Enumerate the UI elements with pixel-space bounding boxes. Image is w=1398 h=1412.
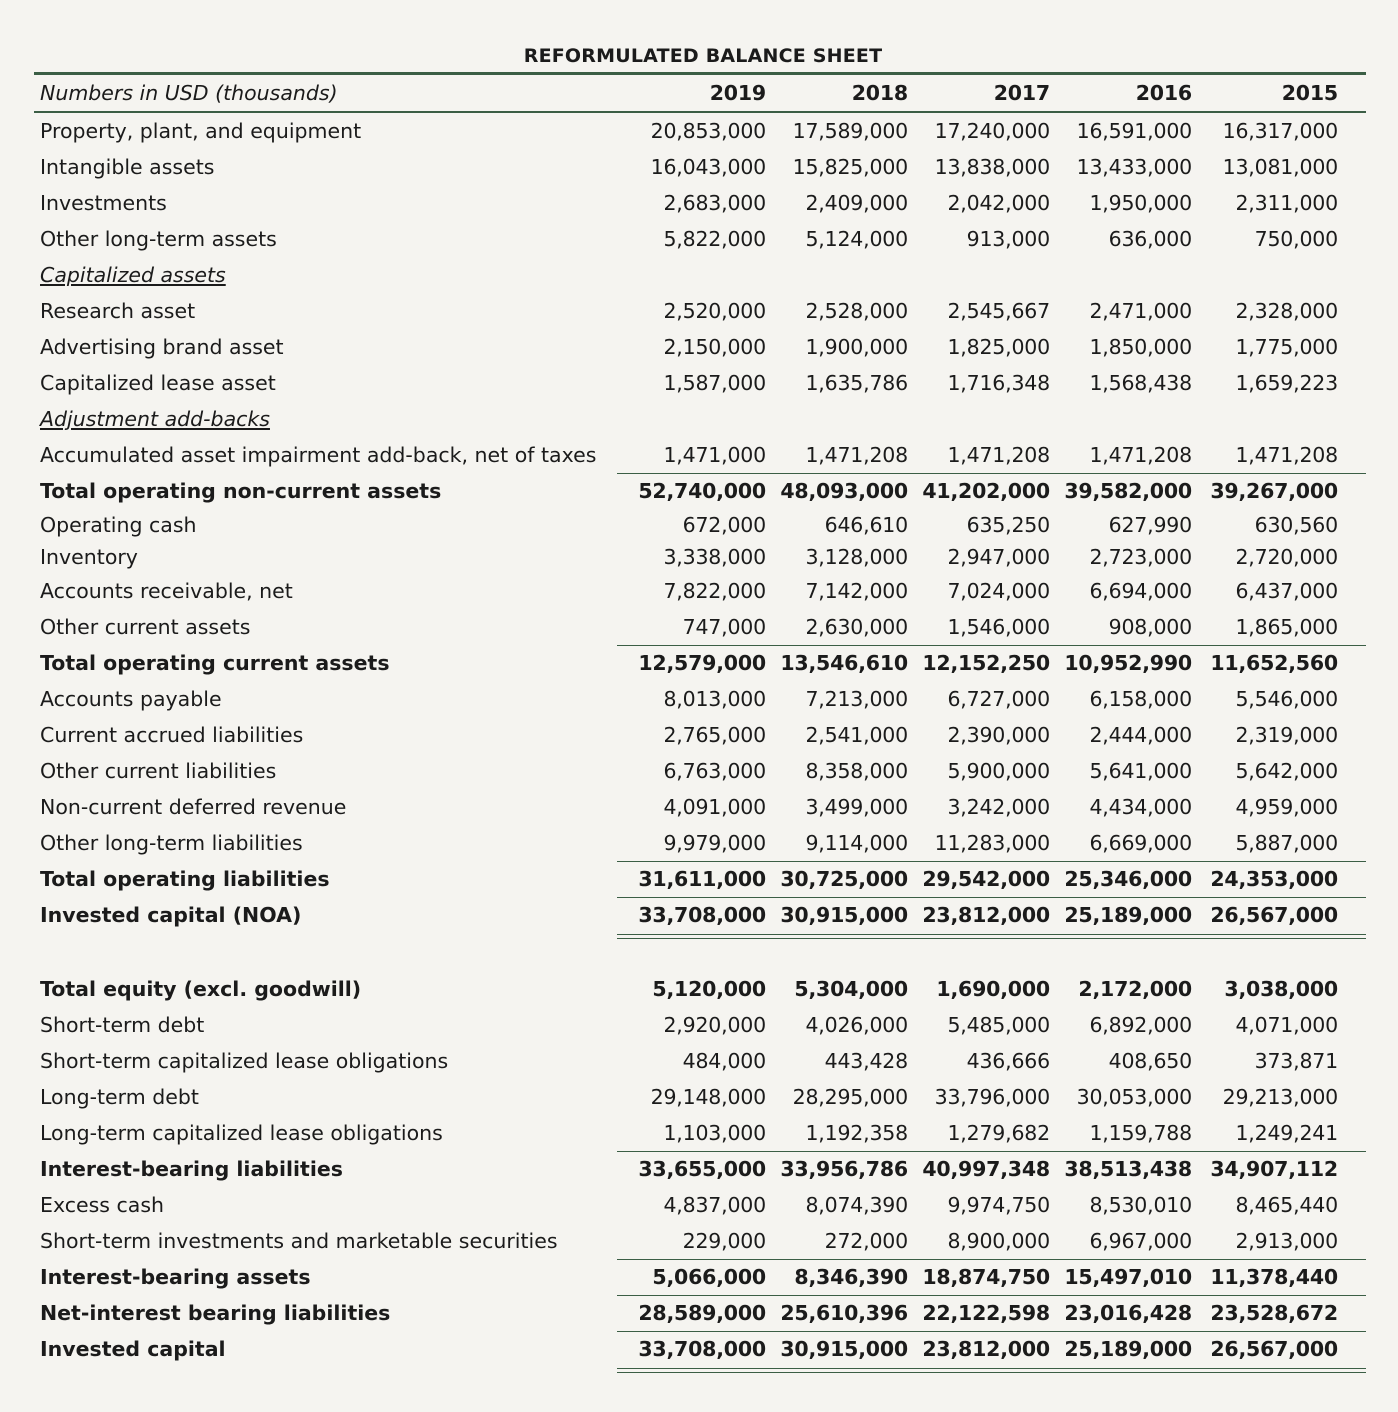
- value-cell: 25,189,000: [1064, 903, 1192, 927]
- value-cell: 2,920,000: [663, 1013, 766, 1037]
- value-cell: 15,497,010: [1064, 1265, 1192, 1289]
- section-heading: Adjustment add-backs: [40, 407, 270, 431]
- value-cell: 2,444,000: [1089, 723, 1192, 747]
- value-cell: 4,071,000: [1235, 1013, 1338, 1037]
- value-cell: 1,249,241: [1235, 1121, 1338, 1145]
- value-cell: 16,317,000: [1222, 119, 1338, 143]
- table-row: [34, 609, 1366, 645]
- value-cell: 908,000: [1108, 615, 1192, 639]
- value-cell: 6,437,000: [1235, 579, 1338, 603]
- value-cell: 3,038,000: [1224, 977, 1338, 1001]
- row-label: Other current liabilities: [40, 759, 277, 783]
- table-row: [34, 1187, 1366, 1223]
- value-cell: 2,765,000: [663, 723, 766, 747]
- row-label: Total equity (excl. goodwill): [40, 977, 362, 1001]
- section-heading: Capitalized assets: [40, 263, 226, 287]
- value-cell: 5,822,000: [663, 227, 766, 251]
- value-cell: 4,091,000: [663, 795, 766, 819]
- value-cell: 33,956,786: [780, 1157, 908, 1181]
- row-label: Total operating non-current assets: [40, 479, 442, 503]
- table-row: [34, 541, 1366, 573]
- value-cell: 5,546,000: [1235, 687, 1338, 711]
- value-cell: 8,358,000: [805, 759, 908, 783]
- value-cell: 25,346,000: [1064, 867, 1192, 891]
- value-cell: 1,865,000: [1235, 615, 1338, 639]
- row-label: Accounts receivable, net: [40, 579, 293, 603]
- value-cell: 2,409,000: [805, 191, 908, 215]
- value-cell: 39,582,000: [1064, 479, 1192, 503]
- value-cell: 2,311,000: [1235, 191, 1338, 215]
- table-row: [34, 681, 1366, 717]
- value-cell: 33,708,000: [638, 1337, 766, 1361]
- value-cell: 1,716,348: [947, 371, 1050, 395]
- value-cell: 1,635,786: [805, 371, 908, 395]
- value-cell: 627,990: [1108, 513, 1192, 537]
- total-row: [34, 1151, 1366, 1187]
- value-cell: 34,907,112: [1210, 1157, 1338, 1181]
- value-cell: 10,952,990: [1064, 651, 1192, 675]
- value-cell: 2,471,000: [1089, 299, 1192, 323]
- value-cell: 8,346,390: [794, 1265, 908, 1289]
- value-cell: 913,000: [966, 227, 1050, 251]
- table-row: [34, 329, 1366, 365]
- value-cell: 1,159,788: [1089, 1121, 1192, 1145]
- value-cell: 30,725,000: [780, 867, 908, 891]
- value-cell: 2,390,000: [947, 723, 1050, 747]
- value-cell: 2,328,000: [1235, 299, 1338, 323]
- value-cell: 7,024,000: [947, 579, 1050, 603]
- year-header: 2019: [709, 81, 766, 105]
- value-cell: 1,825,000: [947, 335, 1050, 359]
- value-cell: 4,959,000: [1235, 795, 1338, 819]
- value-cell: 3,338,000: [663, 545, 766, 569]
- row-label: Net-interest bearing liabilities: [40, 1301, 391, 1325]
- table-row: [34, 509, 1366, 541]
- value-cell: 7,142,000: [805, 579, 908, 603]
- value-cell: 636,000: [1108, 227, 1192, 251]
- row-label: Non-current deferred revenue: [40, 795, 347, 819]
- section-heading-row: [34, 257, 1366, 293]
- row-label: Other long-term liabilities: [40, 831, 303, 855]
- value-cell: 12,579,000: [638, 651, 766, 675]
- value-cell: 39,267,000: [1210, 479, 1338, 503]
- table-body: [34, 113, 1366, 1367]
- value-cell: 20,853,000: [650, 119, 766, 143]
- row-label: Total operating liabilities: [40, 867, 330, 891]
- value-cell: 9,974,750: [947, 1193, 1050, 1217]
- value-cell: 8,465,440: [1235, 1193, 1338, 1217]
- table-row: [34, 717, 1366, 753]
- value-cell: 28,589,000: [638, 1301, 766, 1325]
- value-cell: 7,822,000: [663, 579, 766, 603]
- value-cell: 2,913,000: [1235, 1229, 1338, 1253]
- value-cell: 4,837,000: [663, 1193, 766, 1217]
- value-cell: 5,642,000: [1235, 759, 1338, 783]
- year-header: 2018: [851, 81, 908, 105]
- value-cell: 373,871: [1254, 1049, 1338, 1073]
- table-title: REFORMULATED BALANCE SHEET: [523, 45, 883, 67]
- value-cell: 38,513,438: [1064, 1157, 1192, 1181]
- row-label: Current accrued liabilities: [40, 723, 304, 747]
- value-cell: 5,304,000: [794, 977, 908, 1001]
- table-row: [34, 573, 1366, 609]
- value-cell: 6,892,000: [1089, 1013, 1192, 1037]
- value-cell: 8,074,390: [805, 1193, 908, 1217]
- value-cell: 1,775,000: [1235, 335, 1338, 359]
- value-cell: 23,812,000: [922, 903, 1050, 927]
- row-label: Property, plant, and equipment: [40, 119, 362, 143]
- value-cell: 484,000: [682, 1049, 766, 1073]
- value-cell: 13,838,000: [934, 155, 1050, 179]
- value-cell: 750,000: [1254, 227, 1338, 251]
- value-cell: 29,542,000: [922, 867, 1050, 891]
- value-cell: 30,915,000: [780, 1337, 908, 1361]
- value-cell: 635,250: [966, 513, 1050, 537]
- value-cell: 1,546,000: [947, 615, 1050, 639]
- value-cell: 2,042,000: [947, 191, 1050, 215]
- value-cell: 24,353,000: [1210, 867, 1338, 891]
- value-cell: 3,242,000: [947, 795, 1050, 819]
- value-cell: 52,740,000: [638, 479, 766, 503]
- value-cell: 13,433,000: [1076, 155, 1192, 179]
- row-label: Invested capital (NOA): [40, 903, 302, 927]
- value-cell: 17,240,000: [934, 119, 1050, 143]
- value-cell: 1,900,000: [805, 335, 908, 359]
- row-label: Total operating current assets: [40, 651, 390, 675]
- value-cell: 40,997,348: [922, 1157, 1050, 1181]
- row-label: Invested capital: [40, 1337, 226, 1361]
- table-row: [34, 1115, 1366, 1151]
- row-label: Accumulated asset impairment add-back, net of taxes: [40, 443, 597, 467]
- value-cell: 6,967,000: [1089, 1229, 1192, 1253]
- value-cell: 41,202,000: [922, 479, 1050, 503]
- table-row: [34, 185, 1366, 221]
- total-row: [34, 1259, 1366, 1295]
- value-cell: 26,567,000: [1210, 903, 1338, 927]
- value-cell: 2,545,667: [947, 299, 1050, 323]
- value-cell: 6,669,000: [1089, 831, 1192, 855]
- row-label: Short-term debt: [40, 1013, 205, 1037]
- value-cell: 28,295,000: [792, 1085, 908, 1109]
- total-row: [34, 1295, 1366, 1331]
- value-cell: 5,120,000: [652, 977, 766, 1001]
- value-cell: 25,610,396: [780, 1301, 908, 1325]
- row-label: Other current assets: [40, 615, 251, 639]
- table-row: [34, 113, 1366, 149]
- value-cell: 17,589,000: [792, 119, 908, 143]
- value-cell: 1,690,000: [936, 977, 1050, 1001]
- value-cell: 2,720,000: [1235, 545, 1338, 569]
- row-label: Interest-bearing liabilities: [40, 1157, 343, 1181]
- value-cell: 6,694,000: [1089, 579, 1192, 603]
- row-label: Capitalized lease asset: [40, 371, 276, 395]
- row-label: Excess cash: [40, 1193, 164, 1217]
- value-cell: 8,900,000: [947, 1229, 1050, 1253]
- value-cell: 1,192,358: [805, 1121, 908, 1145]
- value-cell: 5,124,000: [805, 227, 908, 251]
- row-label: Interest-bearing assets: [40, 1265, 311, 1289]
- row-label: Long-term debt: [40, 1085, 199, 1109]
- value-cell: 1,587,000: [663, 371, 766, 395]
- value-cell: 29,213,000: [1222, 1085, 1338, 1109]
- value-cell: 5,485,000: [947, 1013, 1050, 1037]
- value-cell: 1,279,682: [947, 1121, 1050, 1145]
- value-cell: 8,530,010: [1089, 1193, 1192, 1217]
- value-cell: 6,158,000: [1089, 687, 1192, 711]
- row-label: Investments: [40, 191, 167, 215]
- value-cell: 630,560: [1254, 513, 1338, 537]
- value-cell: 443,428: [824, 1049, 908, 1073]
- value-cell: 3,499,000: [805, 795, 908, 819]
- value-cell: 31,611,000: [638, 867, 766, 891]
- value-cell: 6,727,000: [947, 687, 1050, 711]
- value-cell: 16,043,000: [650, 155, 766, 179]
- table-row: [34, 437, 1366, 473]
- value-cell: 33,796,000: [934, 1085, 1050, 1109]
- value-cell: 229,000: [682, 1229, 766, 1253]
- value-cell: 48,093,000: [780, 479, 908, 503]
- row-label: Short-term capitalized lease obligations: [40, 1049, 449, 1073]
- value-cell: 23,812,000: [922, 1337, 1050, 1361]
- table-row: [34, 1079, 1366, 1115]
- year-header: 2016: [1135, 81, 1192, 105]
- table-row: [34, 221, 1366, 257]
- value-cell: 1,950,000: [1089, 191, 1192, 215]
- value-cell: 2,319,000: [1235, 723, 1338, 747]
- balance-sheet-table: [34, 42, 1366, 1367]
- row-label: Intangible assets: [40, 155, 215, 179]
- value-cell: 6,763,000: [663, 759, 766, 783]
- row-label: Inventory: [40, 545, 138, 569]
- total-row: [34, 897, 1366, 933]
- value-cell: 672,000: [682, 513, 766, 537]
- total-row: [34, 645, 1366, 681]
- total-row: [34, 971, 1366, 1007]
- value-cell: 33,655,000: [638, 1157, 766, 1181]
- value-cell: 1,659,223: [1235, 371, 1338, 395]
- value-cell: 2,947,000: [947, 545, 1050, 569]
- row-label: Operating cash: [40, 513, 197, 537]
- value-cell: 22,122,598: [922, 1301, 1050, 1325]
- table-row: [34, 1043, 1366, 1079]
- table-row: [34, 789, 1366, 825]
- table-row: [34, 149, 1366, 185]
- value-cell: 2,630,000: [805, 615, 908, 639]
- value-cell: 16,591,000: [1076, 119, 1192, 143]
- value-cell: 2,723,000: [1089, 545, 1192, 569]
- value-cell: 23,016,428: [1064, 1301, 1192, 1325]
- value-cell: 1,471,208: [1089, 443, 1192, 467]
- value-cell: 4,434,000: [1089, 795, 1192, 819]
- value-cell: 2,528,000: [805, 299, 908, 323]
- value-cell: 23,528,672: [1210, 1301, 1338, 1325]
- header-row: [34, 75, 1366, 111]
- value-cell: 9,979,000: [663, 831, 766, 855]
- value-cell: 646,610: [824, 513, 908, 537]
- section-heading-row: [34, 401, 1366, 437]
- value-cell: 2,541,000: [805, 723, 908, 747]
- value-cell: 8,013,000: [663, 687, 766, 711]
- value-cell: 33,708,000: [638, 903, 766, 927]
- table-row: [34, 1223, 1366, 1259]
- value-cell: 1,471,000: [663, 443, 766, 467]
- table-row: [34, 293, 1366, 329]
- value-cell: 436,666: [966, 1049, 1050, 1073]
- value-cell: 13,081,000: [1222, 155, 1338, 179]
- value-cell: 25,189,000: [1064, 1337, 1192, 1361]
- value-cell: 11,652,560: [1210, 651, 1338, 675]
- row-label: Accounts payable: [40, 687, 222, 711]
- value-cell: 1,850,000: [1089, 335, 1192, 359]
- total-row: [34, 861, 1366, 897]
- value-cell: 12,152,250: [922, 651, 1050, 675]
- table-row: [34, 825, 1366, 861]
- value-cell: 1,471,208: [805, 443, 908, 467]
- value-cell: 1,471,208: [947, 443, 1050, 467]
- table-row: [34, 1007, 1366, 1043]
- value-cell: 2,683,000: [663, 191, 766, 215]
- table-row: [34, 753, 1366, 789]
- value-cell: 5,887,000: [1235, 831, 1338, 855]
- row-label: Short-term investments and marketable securities: [40, 1229, 558, 1253]
- value-cell: 30,053,000: [1076, 1085, 1192, 1109]
- value-cell: 5,641,000: [1089, 759, 1192, 783]
- units-label: Numbers in USD (thousands): [40, 81, 338, 105]
- value-cell: 13,546,610: [780, 651, 908, 675]
- value-cell: 9,114,000: [805, 831, 908, 855]
- row-label: Long-term capitalized lease obligations: [40, 1121, 443, 1145]
- value-cell: 18,874,750: [922, 1265, 1050, 1289]
- row-label: Other long-term assets: [40, 227, 277, 251]
- value-cell: 1,103,000: [663, 1121, 766, 1145]
- total-row: [34, 473, 1366, 509]
- value-cell: 2,172,000: [1078, 977, 1192, 1001]
- value-cell: 5,066,000: [652, 1265, 766, 1289]
- value-cell: 30,915,000: [780, 903, 908, 927]
- value-cell: 2,520,000: [663, 299, 766, 323]
- year-header: 2015: [1281, 81, 1338, 105]
- value-cell: 2,150,000: [663, 335, 766, 359]
- value-cell: 1,471,208: [1235, 443, 1338, 467]
- row-label: Advertising brand asset: [40, 335, 284, 359]
- value-cell: 7,213,000: [805, 687, 908, 711]
- value-cell: 29,148,000: [650, 1085, 766, 1109]
- value-cell: 1,568,438: [1089, 371, 1192, 395]
- row-label: Research asset: [40, 299, 196, 323]
- value-cell: 26,567,000: [1210, 1337, 1338, 1361]
- value-cell: 4,026,000: [805, 1013, 908, 1037]
- value-cell: 11,283,000: [934, 831, 1050, 855]
- total-row: [34, 1331, 1366, 1367]
- value-cell: 5,900,000: [947, 759, 1050, 783]
- value-cell: 408,650: [1108, 1049, 1192, 1073]
- year-header: 2017: [993, 81, 1050, 105]
- value-cell: 15,825,000: [792, 155, 908, 179]
- value-cell: 11,378,440: [1210, 1265, 1338, 1289]
- value-cell: 272,000: [824, 1229, 908, 1253]
- value-cell: 747,000: [682, 615, 766, 639]
- table-row: [34, 365, 1366, 401]
- value-cell: 3,128,000: [805, 545, 908, 569]
